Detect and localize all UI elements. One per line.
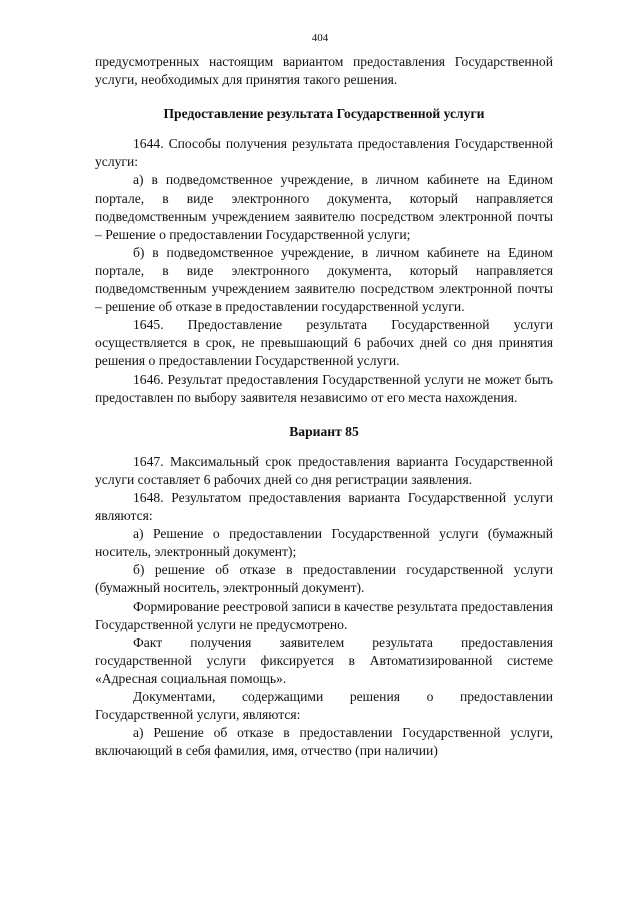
paragraph-documents: Документами, содержащими решения о предоставлении Государственной услуги, являются: bbox=[95, 689, 553, 723]
paragraph-continuation: предусмотренных настоящим вариантом предоставления Государственной услуги, необходимых для принятия такого решения. bbox=[95, 54, 553, 88]
section-heading-variant: Вариант 85 bbox=[289, 423, 359, 439]
paragraph-document-a: а) Решение об отказе в предоставлении Государственной услуги, включающий в себя фамилия, имя, отчество (при наличии) bbox=[95, 725, 553, 759]
paragraph-1645: 1645. Предоставление результата Государственной услуги осуществляется в срок, не превышающий 6 рабочих дней со дня принятия решения о предоставлении Государственной услуги. bbox=[95, 317, 553, 369]
list-item-1648-a: а) Решение о предоставлении Государственной услуги (бумажный носитель, электронный документ); bbox=[95, 526, 553, 560]
document-body bbox=[95, 53, 553, 760]
paragraph-1648: 1648. Результатом предоставления варианта Государственной услуги являются: bbox=[95, 489, 553, 524]
paragraph-1647: 1647. Максимальный срок предоставления варианта Государственной услуги составляет 6 рабочих дней со дня регистрации заявления. bbox=[95, 453, 553, 487]
list-item-1644-a: а) в подведомственное учреждение, в личном кабинете на Едином портале, в виде электронного документа, который направляется подведомственным учреждением заявителю посредством электронной почты – Решение о предоставлении Государственной услуги; bbox=[95, 172, 553, 242]
paragraph-1646: 1646. Результат предоставления Государственной услуги не может быть предоставлен по выбору заявителя независимо от его места нахождения. bbox=[95, 371, 553, 405]
paragraph-registry: Формирование реестровой записи в качестве результата предоставления Государственной услуги не предусмотрено. bbox=[95, 598, 553, 632]
paragraph-1644: 1644. Способы получения результата предоставления Государственной услуги: bbox=[95, 136, 553, 170]
list-item-1648-b: б) решение об отказе в предоставлении государственной услуги (бумажный носитель, электронный документ). bbox=[95, 562, 553, 596]
paragraph-fact: Факт получения заявителем результата предоставления государственной услуги фиксируется в Автоматизированной системе «Адресная социальная помощь». bbox=[95, 634, 553, 686]
section-heading-result: Предоставление результата Государственной услуги bbox=[163, 106, 485, 122]
page-number: 404 bbox=[311, 32, 329, 44]
list-item-1644-b: б) в подведомственное учреждение, в личном кабинете на Едином портале, в виде электронного документа, который направляется подведомственным учреждением заявителю посредством электронной почты – решение об отказе в предоставлении государственной услуги. bbox=[95, 244, 553, 315]
